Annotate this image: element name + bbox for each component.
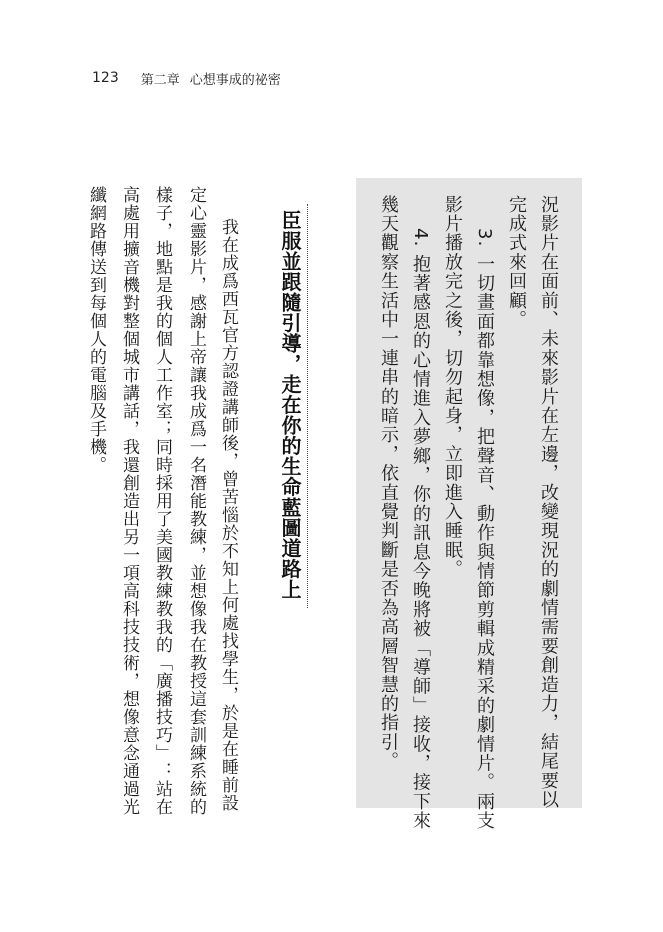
chapter-title: 心想事成的祕密 — [189, 72, 281, 88]
body-line-3: 樣子，地點是我的個人工作室；同時採用了美國教練教我的「廣播技巧」：站在 — [152, 186, 172, 816]
box-line-3: 3. 一切畫面都靠想像，把聲音、動作與情節剪輯成精采的劇情片。兩支 — [474, 228, 495, 831]
body-line-5: 纖網路傳送到每個人的電腦及手機。 — [86, 186, 106, 474]
body-line-2: 定心靈影片，感謝上帝讓我成爲一名潛能教練，並想像我在教授這套訓練系統的 — [186, 186, 206, 816]
section-heading: 臣服並跟隨引導，走在你的生命藍圖道路上 — [278, 210, 302, 600]
box-line-4: 影片播放完之後，切勿起身，立即進入睡眠。 — [442, 195, 463, 579]
box-line-2: 完成式來回顧。 — [506, 195, 527, 330]
page-number: 123 — [92, 70, 119, 86]
heading-rule — [307, 204, 308, 608]
body-line-4: 高處用擴音機對整個城市講話，我還創造出另一項高科技技術，想像意念通過光 — [119, 186, 139, 816]
box-line-5: 4. 抱著感恩的心情進入夢鄉，你的訊息今晚將被「導師」接收，接下來 — [410, 228, 431, 831]
box-line-6: 幾天觀察生活中一連串的暗示，依直覺判斷是否為高層智慧的指引。 — [378, 195, 399, 771]
running-header — [92, 68, 281, 88]
body-line-1: 我在成爲西瓦官方認證講師後，曾苦惱於不知上何處找學生，於是在睡前設 — [218, 218, 238, 812]
box-line-1: 況影片在面前、未來影片在左邊，改變現況的劇情需要創造力，結尾要以 — [538, 195, 559, 810]
chapter-label: 第二章 — [140, 72, 180, 88]
